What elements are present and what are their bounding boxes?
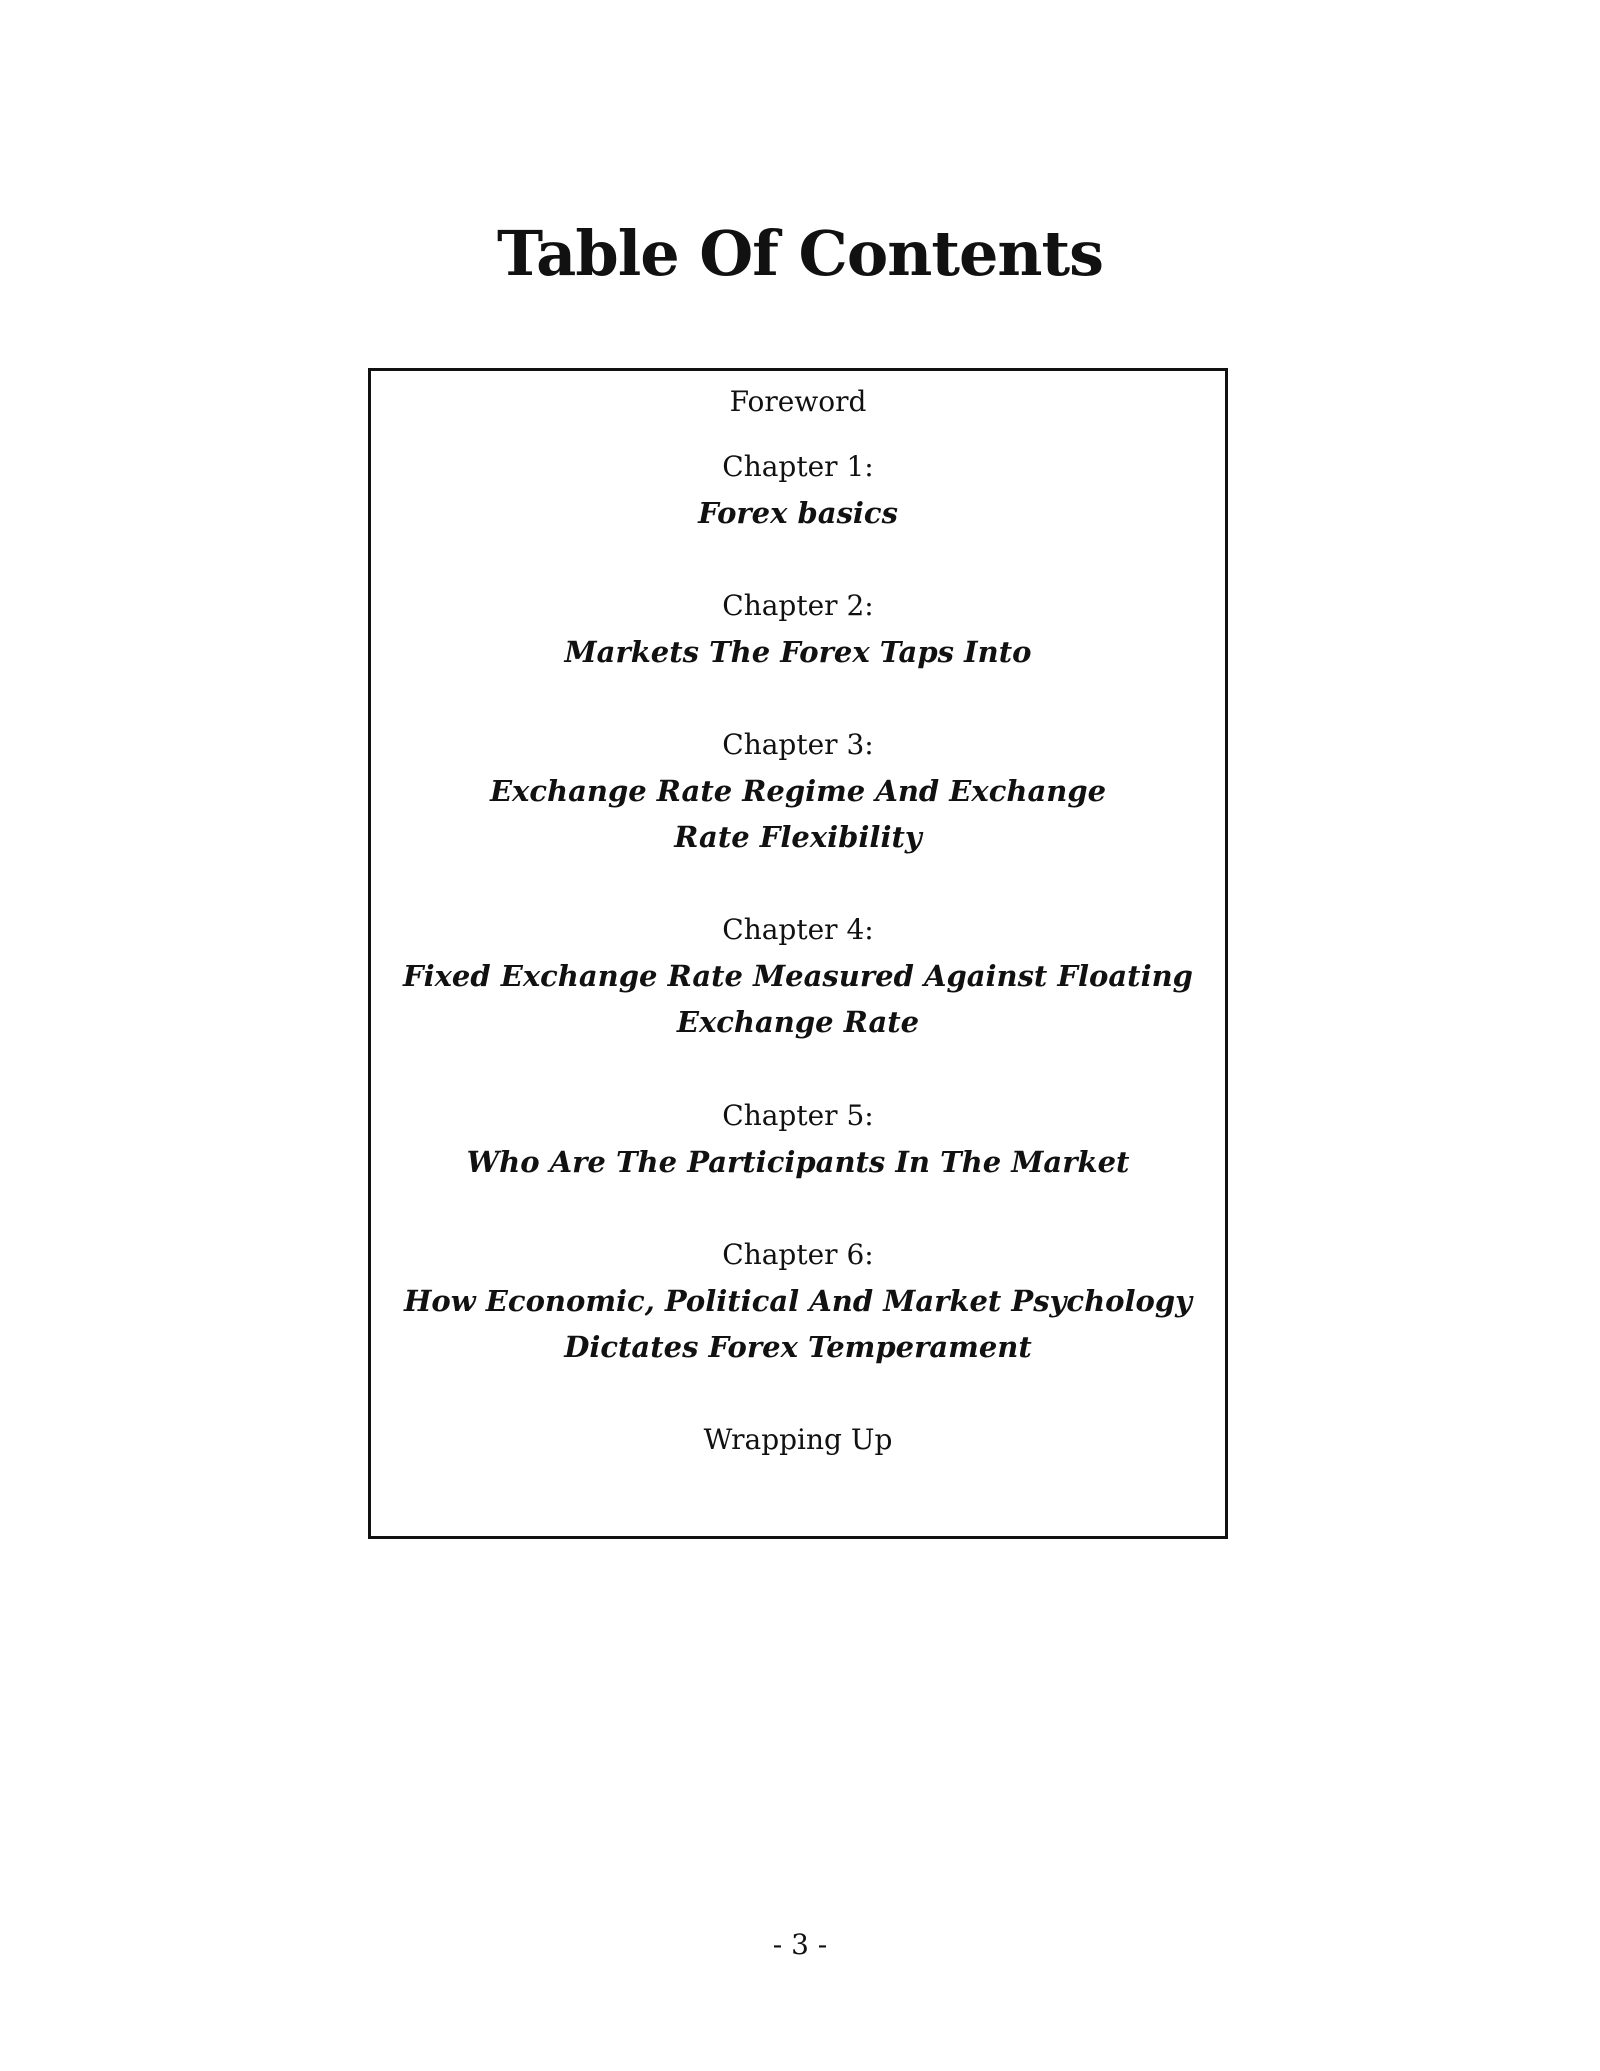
chapter-title: Who Are The Participants In The Market [466, 1145, 1130, 1179]
page-title: Table Of Contents [496, 217, 1104, 290]
toc-chapter-6 [371, 1232, 1225, 1370]
toc-chapter-5 [371, 1093, 1225, 1185]
table-of-contents-box [368, 368, 1228, 1539]
toc-foreword: Foreword [729, 385, 867, 418]
page-number: - 3 - [772, 1928, 828, 1961]
toc-wrapping-up: Wrapping Up [703, 1423, 893, 1456]
toc-chapter-3 [371, 722, 1225, 860]
toc-chapter-1 [371, 444, 1225, 536]
chapter-title: Exchange Rate Regime And Exchange Rate Flexibility [489, 774, 1107, 854]
chapter-title: How Economic, Political And Market Psychology Dictates Forex Temperament [404, 1284, 1192, 1364]
chapter-label: Chapter 3: [722, 728, 874, 761]
chapter-label: Chapter 5: [722, 1099, 874, 1132]
chapter-label: Chapter 2: [722, 589, 874, 622]
chapter-title: Forex basics [698, 496, 898, 530]
chapter-title: Fixed Exchange Rate Measured Against Floating Exchange Rate [403, 959, 1193, 1039]
toc-chapter-2 [371, 583, 1225, 675]
chapter-label: Chapter 6: [722, 1238, 874, 1271]
chapter-title: Markets The Forex Taps Into [564, 635, 1032, 669]
chapter-label: Chapter 4: [722, 913, 874, 946]
toc-chapter-4 [371, 907, 1225, 1045]
chapter-label: Chapter 1: [722, 450, 874, 483]
